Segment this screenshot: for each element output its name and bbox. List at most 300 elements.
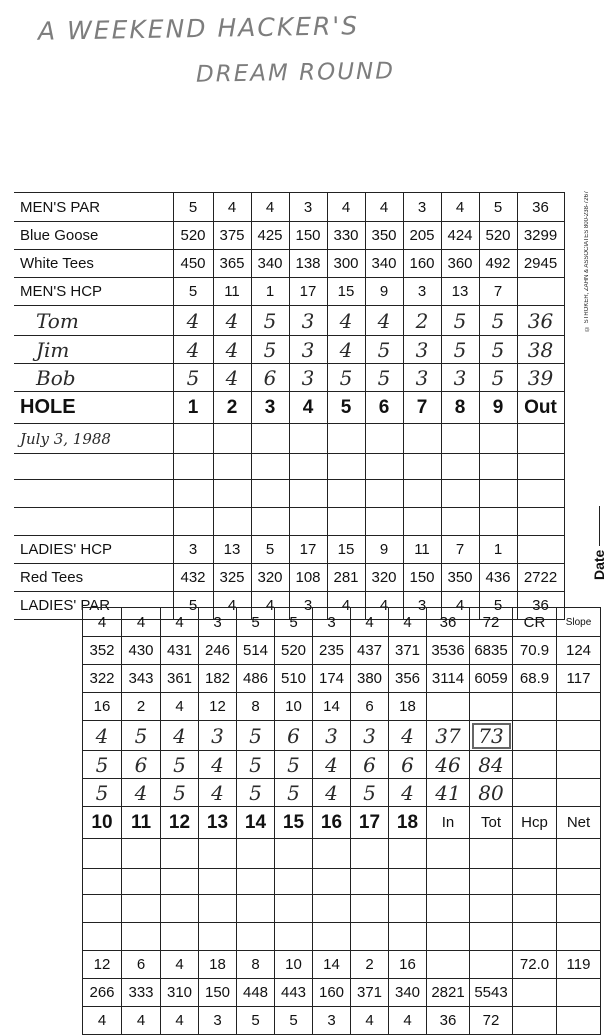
score-cell: 492	[479, 250, 517, 278]
score-cell	[427, 951, 470, 979]
score-cell: 1	[479, 536, 517, 564]
blank-cell	[237, 839, 275, 869]
back-nine-scorecard	[82, 607, 601, 1035]
handwritten-date: July 3, 1988	[14, 424, 173, 454]
back-row	[82, 951, 601, 979]
score-cell: 432	[173, 564, 213, 592]
score-cell: 14	[313, 951, 351, 979]
score-cell: 8	[441, 392, 479, 424]
score-cell: 72	[470, 608, 513, 637]
front-row	[14, 564, 564, 592]
score-cell: 2	[213, 392, 251, 424]
player-score-cell: 5	[237, 779, 275, 807]
blank-cell	[427, 895, 470, 923]
score-cell: 375	[213, 222, 251, 250]
blank-label	[14, 508, 173, 536]
score-cell: 15	[327, 278, 365, 306]
blank-cell	[161, 895, 199, 923]
blank-cell	[199, 869, 237, 895]
blank-cell	[199, 839, 237, 869]
score-cell: 14	[237, 807, 275, 839]
blank-cell	[289, 508, 327, 536]
blank-cell	[327, 508, 365, 536]
blank-cell	[122, 895, 161, 923]
player-score-cell	[513, 721, 557, 751]
player-score-cell: 84	[470, 751, 513, 779]
blank-cell	[441, 508, 479, 536]
blank-cell	[351, 839, 389, 869]
score-cell: 3	[199, 608, 237, 637]
blank-cell	[173, 454, 213, 480]
score-cell: 72.0	[513, 951, 557, 979]
player-score-cell: 4	[327, 336, 365, 364]
front-row	[14, 278, 564, 306]
player-score-cell: 4	[173, 306, 213, 336]
score-cell: 18	[199, 951, 237, 979]
score-cell: 7	[403, 392, 441, 424]
blank-cell	[122, 839, 161, 869]
score-cell: 18	[389, 693, 427, 721]
score-cell: 9	[479, 392, 517, 424]
score-cell	[557, 693, 601, 721]
score-cell: 4	[161, 1007, 199, 1035]
player-score-cell: 6	[275, 721, 313, 751]
score-cell	[470, 693, 513, 721]
score-cell: 5	[237, 1007, 275, 1035]
score-cell: 4	[161, 693, 199, 721]
player-score-cell: 2	[403, 306, 441, 336]
score-cell: Slope	[557, 608, 601, 637]
back-row	[82, 693, 601, 721]
score-cell: 3299	[517, 222, 564, 250]
blank-cell	[470, 923, 513, 951]
score-cell: 3	[173, 536, 213, 564]
row-label: LADIES' PAR	[14, 592, 173, 620]
score-cell: 13	[441, 278, 479, 306]
score-cell: 4	[365, 193, 403, 222]
player-score-cell: 5	[161, 751, 199, 779]
player-score-cell: 4	[313, 751, 351, 779]
blank-label	[14, 480, 173, 508]
score-cell: Net	[557, 807, 601, 839]
row-label: Blue Goose	[14, 222, 173, 250]
blank-cell	[517, 424, 564, 454]
score-cell: 520	[173, 222, 213, 250]
date-line	[598, 506, 600, 546]
player-score-cell: 4	[327, 306, 365, 336]
score-cell: 10	[275, 951, 313, 979]
blank-cell	[83, 923, 122, 951]
blank-cell	[313, 923, 351, 951]
score-cell: 5	[237, 608, 275, 637]
score-cell: Hcp	[513, 807, 557, 839]
blank-cell	[199, 895, 237, 923]
blank-cell	[251, 424, 289, 454]
blank-cell	[479, 454, 517, 480]
score-cell: 266	[83, 979, 122, 1007]
score-cell: 18	[389, 807, 427, 839]
score-cell: 325	[213, 564, 251, 592]
score-cell	[513, 1007, 557, 1035]
score-cell: 5	[173, 193, 213, 222]
back-row	[82, 807, 601, 839]
score-cell: 124	[557, 637, 601, 665]
score-cell: 11	[213, 278, 251, 306]
player-score-cell: 4	[199, 779, 237, 807]
score-cell: 3	[403, 193, 441, 222]
score-cell: 235	[313, 637, 351, 665]
blank-cell	[237, 923, 275, 951]
score-cell: 330	[327, 222, 365, 250]
score-cell: 5	[275, 608, 313, 637]
player-score-cell: 4	[365, 306, 403, 336]
blank-cell	[313, 895, 351, 923]
score-cell: 3	[251, 392, 289, 424]
blank-cell	[365, 508, 403, 536]
score-cell: 6059	[470, 665, 513, 693]
score-cell	[427, 693, 470, 721]
score-cell: 15	[327, 536, 365, 564]
player-score-cell: 3	[289, 336, 327, 364]
score-cell: 4	[441, 592, 479, 620]
row-label: MEN'S HCP	[14, 278, 173, 306]
score-cell: 3	[403, 592, 441, 620]
score-cell: 7	[479, 278, 517, 306]
score-cell: 320	[251, 564, 289, 592]
player-score-cell: 5	[251, 336, 289, 364]
blank-cell	[351, 895, 389, 923]
score-cell: 13	[213, 536, 251, 564]
blank-cell	[251, 454, 289, 480]
score-cell: 343	[122, 665, 161, 693]
blank-cell	[161, 923, 199, 951]
blank-cell	[122, 923, 161, 951]
front-row	[14, 536, 564, 564]
score-cell: 3	[403, 278, 441, 306]
blank-cell	[289, 480, 327, 508]
blank-cell	[557, 923, 601, 951]
score-cell: 68.9	[513, 665, 557, 693]
player-name: Bob	[14, 364, 173, 392]
score-cell: 17	[289, 278, 327, 306]
score-cell: 322	[83, 665, 122, 693]
score-cell: 13	[199, 807, 237, 839]
score-cell: 450	[173, 250, 213, 278]
score-cell: 4	[213, 592, 251, 620]
front-row	[14, 336, 564, 364]
score-cell: 3	[313, 608, 351, 637]
player-score-cell	[513, 779, 557, 807]
player-score-cell: 4	[389, 779, 427, 807]
player-score-cell: 5	[479, 364, 517, 392]
blank-cell	[251, 480, 289, 508]
front-row	[14, 306, 564, 336]
score-cell	[517, 536, 564, 564]
player-score-cell: 3	[199, 721, 237, 751]
blank-cell	[289, 454, 327, 480]
score-cell: In	[427, 807, 470, 839]
player-score-cell: 5	[479, 336, 517, 364]
blank-cell	[122, 869, 161, 895]
score-cell: 150	[403, 564, 441, 592]
score-cell: 12	[83, 951, 122, 979]
score-cell	[557, 1007, 601, 1035]
title-line-1: A WEEKEND HACKER'S	[37, 11, 360, 46]
blank-cell	[403, 424, 441, 454]
player-score-cell: 5	[173, 364, 213, 392]
blank-cell	[251, 508, 289, 536]
blank-cell	[313, 839, 351, 869]
score-cell: 4	[289, 392, 327, 424]
score-cell: 17	[351, 807, 389, 839]
player-score-cell: 39	[517, 364, 564, 392]
score-cell: 4	[327, 193, 365, 222]
score-cell: 6835	[470, 637, 513, 665]
score-cell: 4	[122, 1007, 161, 1035]
score-cell: 12	[161, 807, 199, 839]
player-score-cell: 6	[389, 751, 427, 779]
score-cell: 4	[83, 608, 122, 637]
blank-cell	[83, 869, 122, 895]
score-cell: 5	[173, 592, 213, 620]
score-cell: 9	[365, 278, 403, 306]
score-cell: 310	[161, 979, 199, 1007]
blank-cell	[479, 508, 517, 536]
blank-cell	[173, 424, 213, 454]
back-row	[82, 779, 601, 807]
blank-cell	[427, 923, 470, 951]
player-score-cell: 5	[237, 751, 275, 779]
player-score-cell: 4	[213, 306, 251, 336]
date-label: Date	[591, 549, 607, 580]
blank-cell	[517, 480, 564, 508]
player-score-cell: 3	[351, 721, 389, 751]
score-cell: 3	[289, 193, 327, 222]
score-cell: 350	[441, 564, 479, 592]
score-cell: Tot	[470, 807, 513, 839]
player-score-cell: 4	[122, 779, 161, 807]
score-cell: 4	[365, 592, 403, 620]
blank-cell	[213, 508, 251, 536]
blank-cell	[557, 895, 601, 923]
score-cell: 365	[213, 250, 251, 278]
score-cell: 437	[351, 637, 389, 665]
player-score-cell: 5	[327, 364, 365, 392]
player-score-cell: 3	[441, 364, 479, 392]
blank-cell	[213, 424, 251, 454]
score-cell: 6	[122, 951, 161, 979]
blank-cell	[389, 869, 427, 895]
score-cell: 2722	[517, 564, 564, 592]
score-cell: 431	[161, 637, 199, 665]
player-score-cell: 4	[173, 336, 213, 364]
score-cell: 4	[251, 592, 289, 620]
blank-cell	[351, 869, 389, 895]
score-cell: 174	[313, 665, 351, 693]
player-score-cell: 5	[365, 336, 403, 364]
score-cell	[517, 278, 564, 306]
blank-cell	[479, 424, 517, 454]
blank-cell	[213, 480, 251, 508]
score-cell: 3	[313, 1007, 351, 1035]
score-cell: 5	[327, 392, 365, 424]
score-cell: 160	[313, 979, 351, 1007]
score-cell: 514	[237, 637, 275, 665]
front-row	[14, 480, 564, 508]
blank-cell	[275, 869, 313, 895]
score-cell: 340	[251, 250, 289, 278]
score-cell: 430	[122, 637, 161, 665]
score-cell: 1	[173, 392, 213, 424]
score-cell: 17	[289, 536, 327, 564]
row-label: HOLE	[14, 392, 173, 424]
player-score-cell: 4	[161, 721, 199, 751]
player-score-cell	[557, 751, 601, 779]
score-cell: 380	[351, 665, 389, 693]
blank-cell	[83, 895, 122, 923]
score-cell: 5	[251, 536, 289, 564]
back-row	[82, 1007, 601, 1035]
score-cell: 150	[199, 979, 237, 1007]
player-score-cell: 4	[83, 721, 122, 751]
score-cell: 7	[441, 536, 479, 564]
player-score-cell: 5	[275, 751, 313, 779]
score-cell: 2	[122, 693, 161, 721]
player-score-cell: 6	[351, 751, 389, 779]
score-cell: 4	[161, 951, 199, 979]
blank-cell	[351, 923, 389, 951]
back-row	[82, 839, 601, 869]
score-cell: 4	[213, 193, 251, 222]
blank-cell	[479, 480, 517, 508]
blank-cell	[173, 480, 213, 508]
score-cell: 205	[403, 222, 441, 250]
score-cell: 360	[441, 250, 479, 278]
blank-cell	[275, 923, 313, 951]
blank-cell	[557, 839, 601, 869]
score-cell: 117	[557, 665, 601, 693]
score-cell: 36	[517, 592, 564, 620]
score-cell: 340	[389, 979, 427, 1007]
blank-cell	[327, 454, 365, 480]
score-cell: 4	[351, 608, 389, 637]
score-cell: 11	[122, 807, 161, 839]
blank-cell	[313, 869, 351, 895]
back-row	[82, 608, 601, 637]
player-score-cell: 5	[365, 364, 403, 392]
blank-cell	[557, 869, 601, 895]
blank-cell	[213, 454, 251, 480]
player-score-cell: 4	[213, 364, 251, 392]
blank-cell	[403, 480, 441, 508]
front-row	[14, 454, 564, 480]
score-cell: 3	[289, 592, 327, 620]
blank-cell	[513, 923, 557, 951]
player-name: Jim	[14, 336, 173, 364]
score-cell: 333	[122, 979, 161, 1007]
score-cell	[513, 693, 557, 721]
score-cell: 520	[275, 637, 313, 665]
blank-cell	[389, 895, 427, 923]
player-score-cell: 4	[213, 336, 251, 364]
score-cell: 5	[173, 278, 213, 306]
back-row	[82, 895, 601, 923]
blank-cell	[275, 839, 313, 869]
score-cell: 16	[389, 951, 427, 979]
player-score-cell: 5	[275, 779, 313, 807]
front-row	[14, 250, 564, 278]
title-line-2: DREAM ROUND	[195, 58, 396, 88]
blank-cell	[513, 839, 557, 869]
score-cell: 1	[251, 278, 289, 306]
blank-cell	[237, 869, 275, 895]
player-score-cell: 4	[389, 721, 427, 751]
score-cell: 5	[275, 1007, 313, 1035]
blank-cell	[517, 454, 564, 480]
blank-cell	[427, 869, 470, 895]
blank-cell	[403, 508, 441, 536]
score-cell: 436	[479, 564, 517, 592]
back-row	[82, 665, 601, 693]
score-cell: 340	[365, 250, 403, 278]
printer-credit: © STROKER, ZAHN & ASSOCIATES 800-238-7267	[584, 190, 590, 332]
blank-cell	[161, 869, 199, 895]
blank-cell	[470, 895, 513, 923]
blank-cell	[327, 424, 365, 454]
blank-cell	[441, 480, 479, 508]
score-cell: 4	[83, 1007, 122, 1035]
score-cell: 6	[365, 392, 403, 424]
row-label: LADIES' HCP	[14, 536, 173, 564]
player-score-cell: 5	[237, 721, 275, 751]
score-cell: 12	[199, 693, 237, 721]
blank-cell	[513, 869, 557, 895]
score-cell: 486	[237, 665, 275, 693]
score-cell: 371	[389, 637, 427, 665]
row-label: Red Tees	[14, 564, 173, 592]
player-score-cell: 80	[470, 779, 513, 807]
player-score-cell: 41	[427, 779, 470, 807]
blank-cell	[389, 923, 427, 951]
score-cell: 36	[427, 1007, 470, 1035]
score-cell: 361	[161, 665, 199, 693]
score-cell: 448	[237, 979, 275, 1007]
score-cell: 4	[441, 193, 479, 222]
score-cell: 6	[351, 693, 389, 721]
front-row	[14, 222, 564, 250]
player-score-cell	[513, 751, 557, 779]
row-label: White Tees	[14, 250, 173, 278]
player-score-cell: 5	[351, 779, 389, 807]
player-score-cell: 5	[441, 336, 479, 364]
back-row	[82, 923, 601, 951]
back-row	[82, 869, 601, 895]
player-score-cell: 5	[83, 751, 122, 779]
score-cell	[557, 979, 601, 1007]
score-cell: 3114	[427, 665, 470, 693]
blank-cell	[365, 480, 403, 508]
blank-cell	[327, 480, 365, 508]
score-cell: 2945	[517, 250, 564, 278]
score-cell: 3536	[427, 637, 470, 665]
blank-cell	[83, 839, 122, 869]
score-cell: 300	[327, 250, 365, 278]
score-cell: 8	[237, 693, 275, 721]
score-cell: 320	[365, 564, 403, 592]
player-score-cell: 6	[251, 364, 289, 392]
blank-label	[14, 454, 173, 480]
blank-cell	[365, 424, 403, 454]
